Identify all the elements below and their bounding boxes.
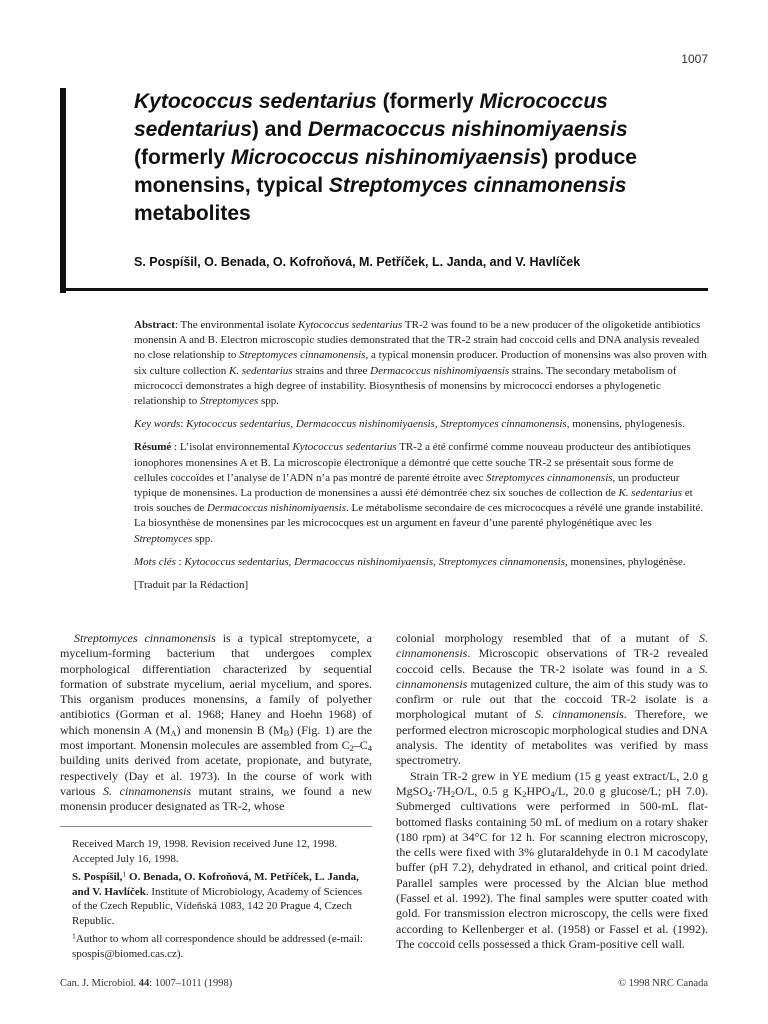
body-column-left bbox=[60, 631, 372, 815]
italic-text-run: Streptomyces bbox=[134, 532, 193, 545]
journal-volume: 44 bbox=[138, 978, 150, 989]
keywords-paragraph bbox=[134, 417, 708, 432]
text-run: : The environmental isolate bbox=[174, 319, 299, 331]
abstract-section bbox=[134, 318, 708, 601]
footnote-authors-rest: O. Benada, O. Kofroňová, M. Petříček, L. Janda, and V. Havlíček bbox=[72, 871, 359, 898]
text-run: mutant strains, we found a new monensin producer designated as TR-2, whose bbox=[60, 783, 372, 814]
text-run: spp. bbox=[192, 532, 214, 545]
translation-note: [Traduit par la Rédaction] bbox=[134, 579, 249, 592]
subscript: B bbox=[283, 728, 290, 738]
body-paragraph-methods bbox=[396, 769, 708, 953]
italic-text-run: Kytococcus sedentarius, Dermacoccus nishinomiyaensis, Streptomyces cinnamonensis bbox=[184, 555, 565, 568]
italic-text-run: Streptomyces bbox=[200, 395, 259, 408]
italic-text-run: K. sedentarius bbox=[229, 364, 293, 377]
article-title bbox=[134, 88, 704, 228]
italic-text-run: S. cinnamonensis bbox=[396, 631, 708, 661]
correspondence-note bbox=[72, 932, 372, 961]
footnote-author-1: S. Pospíšil, bbox=[72, 871, 123, 883]
text-run: is a typical streptomycete, a mycelium-forming bacterium that undergoes complex morphological differentiation characterized by sequential formation of substrate mycelium, aerial mycelium, and spores. This organism produces monensins, a family of polyether antibiotics (Gorman et al. 1968; Haney and Hoehn 1968) of which monensin A (M bbox=[60, 631, 372, 737]
body-paragraph-continued bbox=[396, 631, 708, 769]
text-run: ) and bbox=[251, 118, 308, 141]
resume-label: Résumé bbox=[134, 441, 172, 454]
text-run: mutagenized culture, the aim of this study was to confirm or rule out that the coccoid TR-2 isolate is a morphological mutant of bbox=[396, 676, 708, 722]
italic-text-run: Dermacoccus nishinomiyaensis bbox=[207, 502, 347, 515]
italic-text-run: Streptomyces cinnamonensis bbox=[239, 349, 366, 362]
text-run: spp. bbox=[258, 395, 280, 408]
text-run: et trois souches de bbox=[134, 487, 693, 515]
italic-text-run: Kytococcus sedentarius, Dermacoccus nishinomiyaensis, Streptomyces cinnamonensis bbox=[186, 418, 567, 431]
text-run: . Le métabolisme secondaire de ces micrococques a révélé une grande instabilité. La biosynthèse de monensines par les micrococques est un argument en faveur d’une parenté phylogénétique avec les bbox=[134, 502, 704, 530]
italic-text-run: Micrococcus nishinomiyaensis bbox=[230, 146, 542, 169]
text-run: TR-2 was found to be a new producer of the oligoketide antibiotics monensin A and B. Electron microscopic studies demonstrated that the TR-2 strain had coccoid cells and DNA analysis revealed no close relationship to bbox=[134, 319, 701, 362]
italic-text-run: S. cinnamonensis bbox=[103, 783, 191, 798]
text-run: : L’isolat environnemental bbox=[171, 441, 293, 454]
page-number: 1007 bbox=[681, 52, 708, 66]
journal-pages: : 1007–1011 (1998) bbox=[149, 978, 233, 989]
text-run: , a typical monensin producer. Production of monensins was also proven with six culture collection bbox=[134, 349, 707, 377]
text-run: , monensins, phylogenesis. bbox=[566, 418, 685, 431]
keywords-label: Key words bbox=[134, 418, 181, 431]
subscript: 2 bbox=[349, 744, 354, 754]
mots-cles-paragraph bbox=[134, 555, 708, 570]
italic-text-run: Kytococcus sedentarius bbox=[292, 441, 397, 454]
text-run: TR-2 a été confirmé comme nouveau producteur des antibiotiques ionophores monensines A et B. La microscopie électronique a démontré que cette souche TR-2 se présentait sous forme de cellules coccoïdes et l’analyse de l’ADN n’a pas montré de parenté étroite avec bbox=[134, 441, 691, 484]
subscript: 4 bbox=[428, 790, 433, 800]
correspondence-marker: 1 bbox=[72, 931, 76, 941]
subscript: 2 bbox=[522, 790, 527, 800]
text-run: ·7H bbox=[432, 783, 451, 798]
subscript: A bbox=[170, 728, 177, 738]
text-run: (formerly bbox=[134, 146, 231, 169]
text-run: metabolites bbox=[134, 202, 251, 225]
copyright-notice: © 1998 NRC Canada bbox=[618, 978, 708, 989]
abstract-label: Abstract bbox=[134, 319, 175, 331]
subscript: 2 bbox=[450, 790, 456, 800]
text-run: colonial morphology resembled that of a mutant of bbox=[396, 631, 699, 645]
keywords-text bbox=[180, 418, 685, 430]
author-list: S. Pospíšil, O. Benada, O. Kofroňová, M. Petříček, L. Janda, and V. Havlíček bbox=[134, 255, 581, 269]
abstract-paragraph bbox=[134, 318, 708, 409]
subscript: 4 bbox=[550, 790, 555, 800]
text-run: : bbox=[180, 418, 187, 431]
italic-text-run: Dermacoccus nishinomiyaensis bbox=[370, 364, 510, 377]
abstract-text bbox=[134, 319, 707, 407]
text-run: strains and three bbox=[292, 364, 371, 377]
italic-text-run: Kytococcus sedentarius bbox=[298, 319, 403, 331]
title-bottom-rule bbox=[60, 288, 708, 291]
correspondence-text: Author to whom all correspondence should be addressed (e-mail: spospis@biomed.cas.cz). bbox=[72, 933, 363, 960]
text-run: ) produce monensins, typical bbox=[134, 146, 637, 197]
received-dates: Received March 19, 1998. Revision received June 12, 1998. Accepted July 16, 1998. bbox=[72, 838, 338, 865]
italic-text-run: S. cinnamonensis bbox=[534, 707, 624, 722]
text-run: O/L, 0.5 g K bbox=[455, 783, 523, 798]
journal-name: Can. J. Microbiol. bbox=[60, 978, 137, 989]
footnote-box bbox=[60, 826, 372, 965]
italic-text-run: Kytococcus sedentarius bbox=[134, 90, 377, 113]
italic-text-run: Streptomyces cinnamonensis bbox=[486, 471, 613, 484]
italic-text-run: Micrococcus sedentarius bbox=[134, 90, 608, 141]
italic-text-run: Streptomyces cinnamonensis bbox=[328, 174, 627, 197]
text-run: HPO bbox=[526, 783, 551, 798]
text-run: , un producteur typique de monensines. La production de monensines a aussi été démontrée chez six souches de collection de bbox=[134, 471, 680, 500]
italic-text-run: K. sedentarius bbox=[618, 487, 683, 500]
text-run: ) (Fig. 1) are the most important. Monensin molecules are assembled from C bbox=[60, 722, 372, 753]
text-run: strains. The secondary metabolism of micrococci demonstrates a high degree of instability. Biosynthesis of monensins by micrococci endorses a phylogenetic relationship to bbox=[134, 364, 677, 408]
italic-text-run: Streptomyces cinnamonensis bbox=[74, 631, 216, 645]
resume-text bbox=[134, 441, 703, 544]
affiliation-note bbox=[72, 870, 372, 928]
journal-citation bbox=[60, 978, 232, 989]
mots-cles-label: Mots clés bbox=[134, 555, 176, 568]
text-run: building units derived from acetate, propionate, and butyrate, respectively (Day et al. 1973). In the course of work with various bbox=[60, 753, 372, 798]
text-run: ) and monensin B (M bbox=[176, 722, 284, 737]
text-run: Strain TR-2 grew in YE medium (15 g yeast extract/L, 2.0 g MgSO bbox=[396, 768, 708, 798]
text-run: –C bbox=[353, 738, 368, 753]
italic-text-run: Dermacoccus nishinomiyaensis bbox=[307, 118, 628, 141]
title-left-rule bbox=[60, 88, 66, 293]
body-column-right bbox=[396, 631, 708, 952]
footnote-marker: 1 bbox=[122, 869, 127, 879]
body-paragraph-intro bbox=[60, 631, 372, 815]
italic-text-run: S. cinnamonensis bbox=[396, 661, 708, 691]
mots-cles-text bbox=[176, 556, 686, 568]
text-run: . Therefore, we performed electron microscopic morphological studies and DNA analysis. The identity of metabolites was verified by mass spectrometry. bbox=[396, 707, 708, 768]
resume-paragraph bbox=[134, 440, 708, 546]
text-run: : bbox=[175, 555, 185, 568]
affiliation-text: . Institute of Microbiology, Academy of Sciences of the Czech Republic, Vídeňská 1083, 142 20 Prague 4, Czech Republic. bbox=[72, 885, 363, 927]
text-run: /L, 20.0 g glucose/L; pH 7.0). Submerged cultivations were performed in 500-mL flat-bottomed flasks containing 50 mL of medium on a rotary shaker (180 rpm) at 34°C for 12 h. For scanning electron microscopy, the cells were fixed with 3% glutaraldehyde in 0.1 M cacodylate buffer (pH 7.2), dehydrated in ethanol, and critical point dried. Parallel samples were processed by the Alcian blue method (Fassel et al. 1992). The final samples were sputter coated with gold. For transmission electron microscopy, the cells were fixed according to Kellenberger et al. (1958) or Fassel et al. (1992). The coccoid cells possessed a thick Gram-positive cell wall. bbox=[396, 783, 709, 951]
text-run: (formerly bbox=[376, 90, 480, 113]
text-run: , monensines, phylogénèse. bbox=[564, 555, 686, 568]
subscript: 4 bbox=[367, 744, 372, 754]
text-run: . Microscopic observations of TR-2 revealed coccoid cells. Because the TR-2 isolate was found in a bbox=[396, 646, 708, 676]
